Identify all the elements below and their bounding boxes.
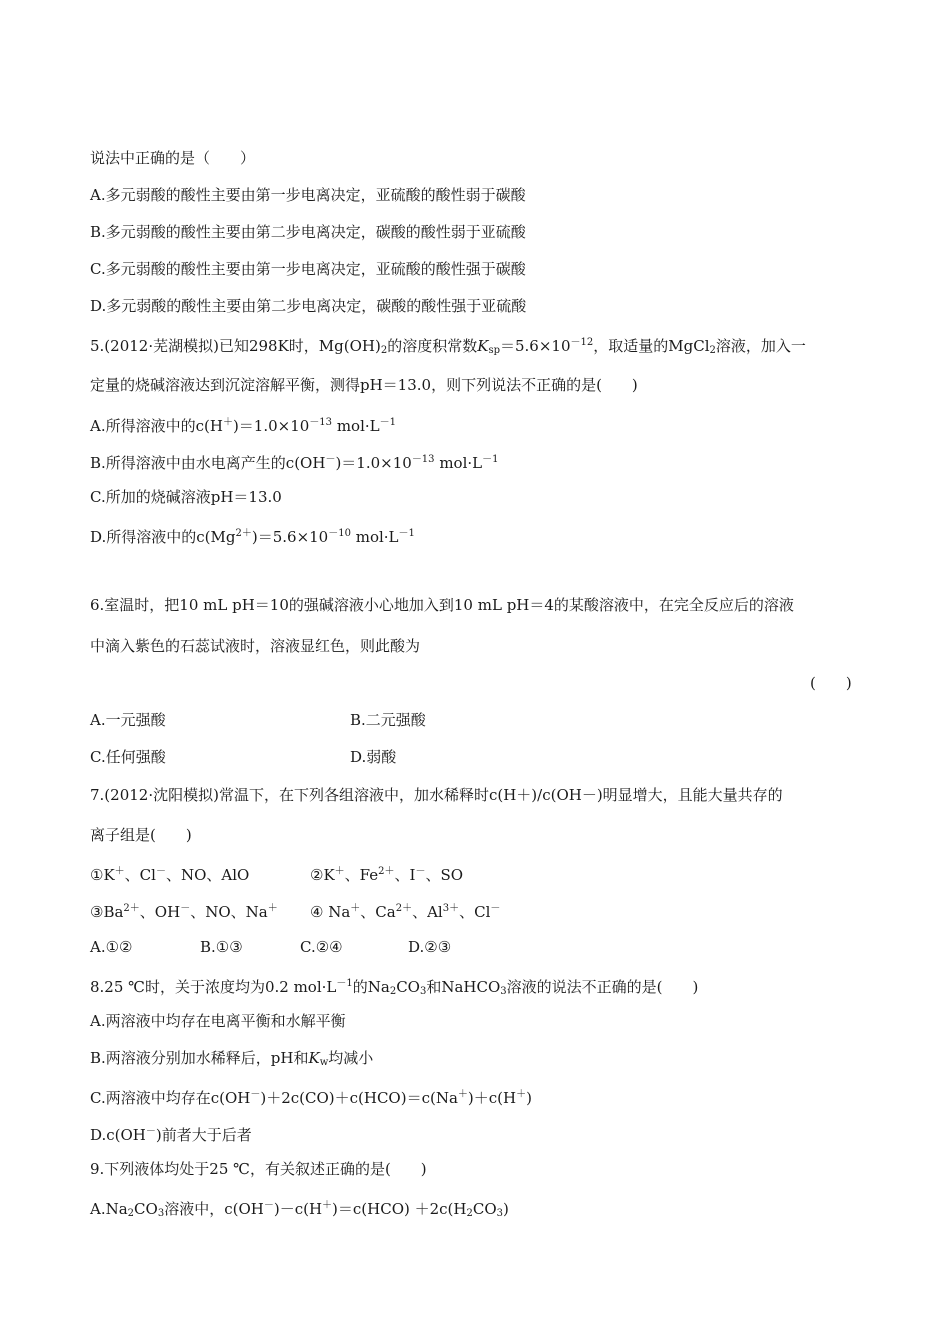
superscript: － (250, 1089, 261, 1100)
q7-ion-group-4 (310, 899, 500, 922)
text: C.所加的烧碱溶液pH＝13.0 (90, 488, 282, 506)
text: )－c(H (273, 1200, 323, 1218)
text: ) (503, 1200, 509, 1218)
text: )＋2c(CO)＋c(HCO)＝c(Na (260, 1089, 458, 1107)
text: B.两溶液分别加水稀释后，pH和 (90, 1049, 309, 1067)
superscript: －1 (379, 417, 396, 428)
question-9-stem (90, 1159, 427, 1179)
text: 、I (394, 866, 416, 884)
symbol: K (308, 1049, 320, 1067)
text: )＝1.0×10 (232, 417, 310, 435)
q8-option-a (90, 1011, 346, 1031)
text: D.所得溶液中的c(Mg (90, 528, 236, 546)
text: C.②④ (300, 938, 343, 956)
text: )＝c(HCO) ＋2c(H (332, 1200, 467, 1218)
subscript: 2 (127, 1208, 135, 1219)
q6-option-c (90, 747, 166, 767)
text: 的Na (352, 978, 390, 996)
superscript: ＋ (334, 866, 345, 877)
superscript: － (415, 866, 426, 877)
superscript: ＋ (114, 866, 125, 877)
text: 的溶度积常数 (387, 337, 478, 355)
option-c (90, 259, 526, 279)
subscript: w (319, 1057, 329, 1068)
text: 溶液中，c(OH (164, 1200, 264, 1218)
q8-option-b (90, 1048, 373, 1073)
text: 8.25 ℃时，关于浓度均为0.2 mol·L (90, 978, 337, 996)
q7-option-d (408, 937, 451, 957)
superscript: ＋ (222, 417, 233, 428)
q7-option-c (300, 937, 343, 957)
question-5-stem (90, 333, 806, 361)
q6-option-a (90, 710, 166, 730)
subscript: 3 (419, 986, 427, 997)
superscript: －1 (482, 454, 499, 465)
superscript: 2＋ (123, 903, 140, 914)
text: 6.室温时，把10 mL pH＝10的强碱溶液小心地加入到10 mL pH＝4的某酸溶液中，在完全反应后的溶液 (90, 596, 794, 614)
superscript: －13 (309, 417, 333, 428)
text: 、Cl (124, 866, 156, 884)
text: 定量的烧碱溶液达到沉淀溶解平衡，测得pH＝13.0，则下列说法不正确的是( ) (90, 376, 638, 394)
text: 、Fe (344, 866, 379, 884)
text: 、SO (425, 866, 464, 884)
text: CO (396, 978, 420, 996)
text: A.多元弱酸的酸性主要由第一步电离决定，亚硫酸的酸性弱于碳酸 (90, 186, 526, 204)
text: A.所得溶液中的c(H (90, 417, 223, 435)
superscript: ＋ (350, 903, 361, 914)
text: A.①② (90, 938, 133, 956)
superscript: ＋ (516, 1089, 527, 1100)
symbol: K (477, 337, 489, 355)
text: D.弱酸 (350, 748, 397, 766)
question-5-stem-cont (90, 375, 638, 395)
q7-option-b (200, 937, 243, 957)
subscript: 2 (709, 345, 716, 356)
q6-option-b (350, 710, 426, 730)
text: C.多元弱酸的酸性主要由第一步电离决定，亚硫酸的酸性强于碳酸 (90, 260, 526, 278)
q8-option-d (90, 1122, 252, 1145)
superscript: ＋ (267, 903, 278, 914)
text: A.一元强酸 (90, 711, 166, 729)
text: ④ Na (310, 903, 351, 921)
subscript: 3 (496, 1208, 504, 1219)
option-a (90, 185, 526, 205)
superscript: － (155, 866, 166, 877)
subscript: 2 (389, 986, 397, 997)
subscript: 2 (380, 345, 388, 356)
text: 、Cl (459, 903, 491, 921)
superscript: －10 (328, 528, 351, 539)
question-7-stem-cont (90, 825, 192, 845)
text: ①K (90, 866, 115, 884)
superscript: －1 (398, 528, 415, 539)
text: 中滴入紫色的石蕊试液时，溶液显红色，则此酸为 (90, 637, 421, 655)
text: 和NaHCO (426, 978, 501, 996)
q8-option-c (90, 1085, 532, 1108)
text: B.多元弱酸的酸性主要由第二步电离决定，碳酸的酸性弱于亚硫酸 (90, 223, 526, 241)
text: 、Ca (360, 903, 396, 921)
superscript: 2＋ (395, 903, 413, 914)
text: 说法中正确的是（ ） (90, 149, 256, 167)
q7-ion-group-1 (90, 862, 249, 885)
text: 5.(2012·芜湖模拟)已知298K时，Mg(OH) (90, 337, 381, 355)
text: 、NO、Na (190, 903, 268, 921)
text: )＝5.6×10 (251, 528, 329, 546)
q9-option-a (90, 1196, 509, 1224)
superscript: 2＋ (378, 866, 395, 877)
subscript: 3 (500, 986, 507, 997)
question-7-stem (90, 785, 783, 805)
q5-option-c (90, 487, 282, 507)
text: ③Ba (90, 903, 124, 921)
option-b (90, 222, 526, 242)
superscript: － (325, 454, 336, 465)
text: )＝1.0×10 (335, 454, 412, 472)
subscript: sp (488, 345, 500, 356)
superscript: － (490, 903, 501, 914)
text: mol·L (350, 528, 399, 546)
text: ＝5.6×10 (500, 337, 571, 355)
text: 、OH (139, 903, 181, 921)
superscript: － (180, 903, 191, 914)
text: ②K (310, 866, 335, 884)
text: B.所得溶液中由水电离产生的c(OH (90, 454, 326, 472)
text: 9.下列液体均处于25 ℃，有关叙述正确的是( ) (90, 1160, 427, 1178)
q5-option-b (90, 450, 498, 473)
text: D.②③ (408, 938, 452, 956)
text: A.Na (90, 1200, 128, 1218)
text: ) (526, 1089, 532, 1107)
q5-option-a (90, 413, 396, 436)
q6-option-d (350, 747, 396, 767)
text: D.c(OH (90, 1126, 146, 1144)
text: 、NO、AlO (165, 866, 250, 884)
q7-option-a (90, 937, 133, 957)
question-6-stem (90, 595, 794, 615)
subscript: 2 (466, 1208, 473, 1219)
superscript: 2＋ (235, 528, 252, 539)
text-line (90, 148, 255, 168)
text: 、Al (412, 903, 443, 921)
superscript: 3＋ (442, 903, 460, 914)
text: A.两溶液中均存在电离平衡和水解平衡 (90, 1012, 346, 1030)
text: CO (134, 1200, 158, 1218)
q7-ion-group-3 (90, 899, 278, 922)
text: ( ) (810, 674, 852, 692)
text: D.多元弱酸的酸性主要由第二步电离决定，碳酸的酸性强于亚硫酸 (90, 297, 527, 315)
superscript: ＋ (457, 1089, 468, 1100)
question-8-stem (90, 974, 698, 1002)
text: )＋c(H (467, 1089, 517, 1107)
superscript: －13 (411, 454, 435, 465)
text: mol·L (332, 417, 380, 435)
text: )前者大于后者 (155, 1126, 252, 1144)
q7-ion-group-2 (310, 862, 463, 885)
question-6-stem-cont (90, 636, 420, 656)
text: ，取适量的MgCl (593, 337, 710, 355)
superscript: ＋ (322, 1200, 333, 1211)
subscript: 3 (157, 1208, 165, 1219)
superscript: － (145, 1126, 156, 1137)
q5-option-d (90, 524, 415, 547)
text: B.二元强酸 (350, 711, 426, 729)
text: B.①③ (200, 938, 243, 956)
text: 7.(2012·沈阳模拟)常温下，在下列各组溶液中，加水稀释时c(H＋)/c(OH－)明显增大，且能大量共存的 (90, 786, 783, 804)
answer-paren (810, 673, 852, 693)
text: 离子组是( ) (90, 826, 192, 844)
text: mol·L (434, 454, 483, 472)
superscript: －12 (570, 337, 594, 348)
option-d (90, 296, 526, 316)
text: 溶液，加入一 (715, 337, 806, 355)
superscript: － (263, 1200, 274, 1211)
superscript: －1 (336, 978, 353, 989)
text: C.两溶液中均存在c(OH (90, 1089, 251, 1107)
text: 均减小 (328, 1049, 374, 1067)
text: C.任何强酸 (90, 748, 166, 766)
text: CO (472, 1200, 497, 1218)
text: 溶液的说法不正确的是( ) (506, 978, 699, 996)
